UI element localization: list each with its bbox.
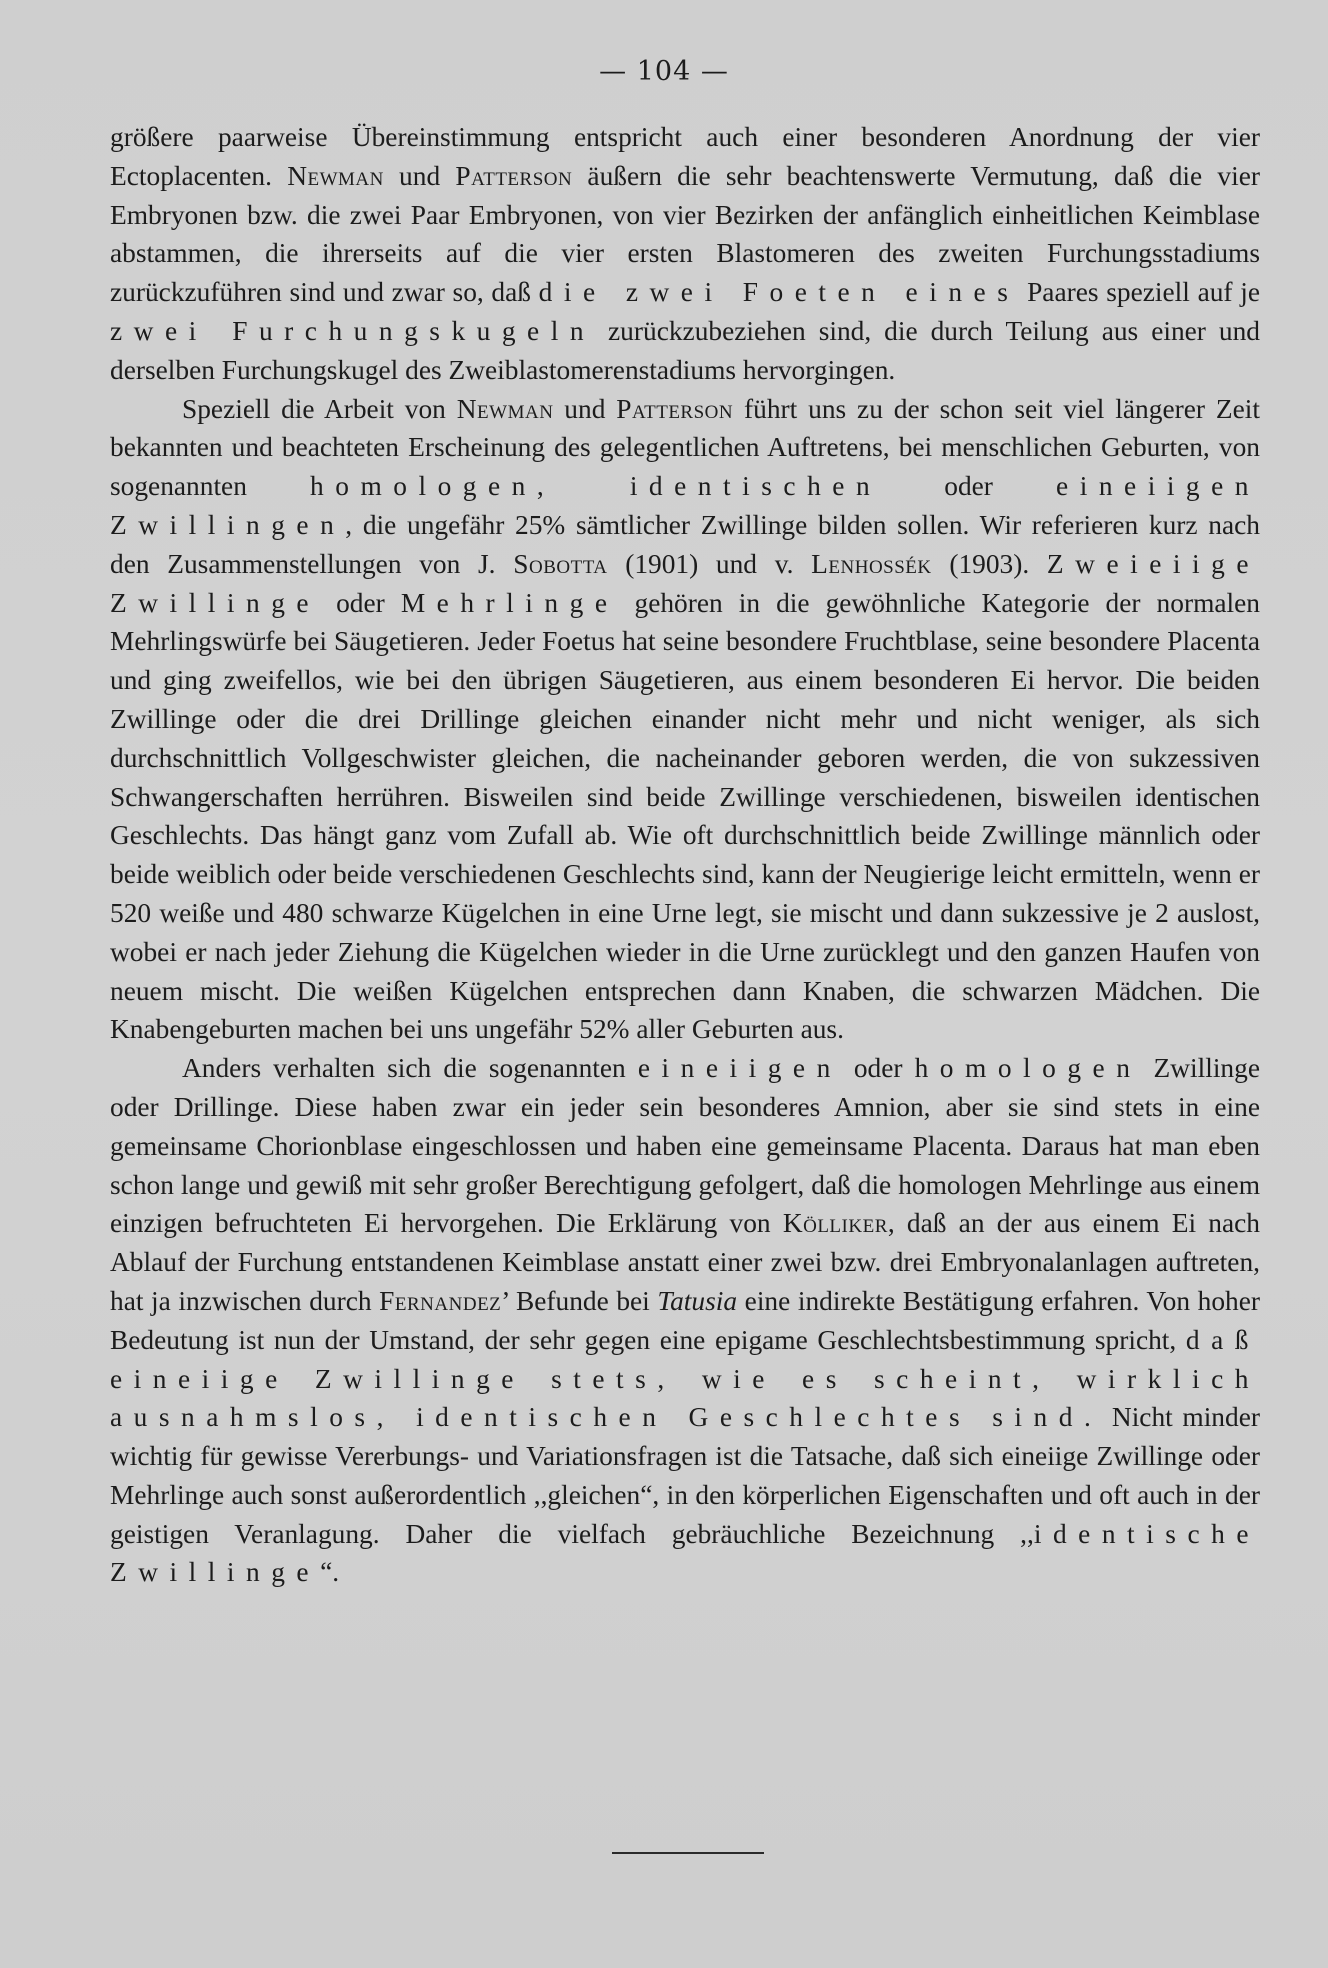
author-name: Lenhossék	[811, 548, 932, 579]
spaced-emphasis: daß eineiige Zwillinge stets, wie es scheint, wirklich ausnahmslos, identischen Geschlechtes sind.	[110, 1324, 1260, 1433]
paragraph-2: Speziell die Arbeit von Newman und Patterson führt uns zu der schon seit viel längerer Zeit bekannten und beachteten Erscheinung des gelegentlichen Auftretens, bei menschlichen Geburten, von sogenannten homologen, identischen oder eineiigen Zwillingen, die ungefähr 25% sämtlicher Zwillinge bilden sollen. Wir referieren kurz nach den Zusammenstellungen von J. Sobotta (1901) und v. Lenhossék (1903). Zweieiige Zwillinge oder Mehrlinge gehören in die gewöhnliche Kategorie der normalen Mehrlingswürfe bei Säugetieren. Jeder Foetus hat seine besondere Fruchtblase, seine besondere Placenta und ging zweifellos, wie bei den übrigen Säugetieren, aus einem besonderen Ei hervor. Die beiden Zwillinge oder die drei Drillinge gleichen einander nicht mehr und nicht weniger, als sich durchschnittlich Vollgeschwister gleichen, die nacheinander geboren werden, die von sukzessiven Schwangerschaften herrühren. Bisweilen sind beide Zwillinge verschiedenen, bisweilen identischen Geschlechts. Das hängt ganz vom Zufall ab. Wie oft durchschnittlich beide Zwillinge männlich oder beide weiblich oder beide verschiedenen Geschlechts sind, kann der Neugierige leicht ermitteln, wenn er 520 weiße und 480 schwarze Kügelchen in eine Urne legt, sie mischt und dann sukzessive je 2 auslost, wobei er nach jeder Ziehung die Kügelchen wieder in die Urne zurücklegt und den ganzen Haufen von neuem mischt. Die weißen Kügelchen entsprechen dann Knaben, die schwarzen Mädchen. Die Knabengeburten machen bei uns ungefähr 52% aller Geburten aus.	[110, 393, 1261, 1045]
paragraph-1: größere paarweise Übereinstimmung entspricht auch einer besonderen Anordnung der vier Ectoplacenten. Newman und Patterson äußern die sehr beachtenswerte Vermutung, daß die vier Embryonen bzw. die zwei Paar Embryonen, von vier Bezirken der anfänglich einheitlichen Keimblase abstammen, die ihrerseits auf die vier ersten Blastomeren des zweiten Furchungsstadiums zurückzuführen sind und zwar so, daß die zwei Foeten eines Paares speziell auf je zwei Furchungskugeln zurückzubeziehen sind, die durch Teilung aus einer und derselben Furchungskugel des Zweiblastomerenstadiums hervorgingen.	[110, 122, 1260, 385]
spaced-emphasis: Zweieiige Zwillinge	[110, 548, 1261, 618]
spaced-emphasis: zwei Furchungskugeln	[110, 315, 596, 346]
section-end-rule	[612, 1852, 764, 1854]
genus-name: Tatusia	[657, 1285, 738, 1316]
page-number: — 104 —	[599, 56, 729, 87]
spaced-emphasis: eineiigen Zwillingen	[110, 471, 1261, 540]
spaced-emphasis: homologen	[914, 1053, 1142, 1084]
author-name: Newman	[287, 160, 384, 191]
author-name: Fernandez	[379, 1285, 502, 1316]
paragraph-3: Anders verhalten sich die sogenannten eineiigen oder homologen Zwillinge oder Drillinge. Diese haben zwar ein jeder sein besonderes Amnion, aber sie sind stets in eine gemeinsame Chorionblase eingeschlossen und haben eine gemeinsame Placenta. Daraus hat man eben schon lange und gewiß mit sehr großer Berechtigung gefolgert, daß die homologen Mehrlinge aus einem einzigen befruchteten Ei hervorgehen. Die Erklärung von Kölliker, daß an der aus einem Ei nach Ablauf der Furchung entstandenen Keimblase anstatt einer zwei bzw. drei Embryonalanlagen auftreten, hat ja inzwischen durch Fernandez’ Befunde bei Tatusia eine indirekte Bestätigung erfahren. Von hoher Bedeutung ist nun der Umstand, der sehr gegen eine epigame Geschlechtsbestimmung spricht, daß eineiige Zwillinge stets, wie es scheint, wirklich ausnahmslos, identischen Geschlechtes sind. Nicht minder wichtig für gewisse Vererbungs- und Variationsfragen ist die Tatsache, daß sich eineiige Zwillinge oder Mehrlinge auch sonst außerordentlich ,,gleichen“, in den körperlichen Eigenschaften und oft auch in der geistigen Veranlagung. Daher die vielfach gebräuchliche Bezeichnung ,,identische Zwillinge“.	[110, 1053, 1261, 1588]
body-text	[110, 118, 1260, 1592]
spaced-emphasis: eineiigen	[637, 1053, 842, 1084]
spaced-emphasis: Mehrlinge	[400, 587, 619, 618]
spaced-emphasis: die zwei Foeten eines	[538, 277, 1020, 308]
author-name: Patterson	[616, 393, 734, 424]
author-name: Newman	[456, 393, 554, 424]
author-name: Patterson	[455, 160, 573, 191]
author-name: Sobotta	[513, 548, 608, 579]
spaced-emphasis: identische Zwillinge	[110, 1518, 1260, 1588]
author-name: Kölliker	[782, 1208, 888, 1239]
spaced-emphasis: homologen, identischen	[310, 471, 882, 502]
